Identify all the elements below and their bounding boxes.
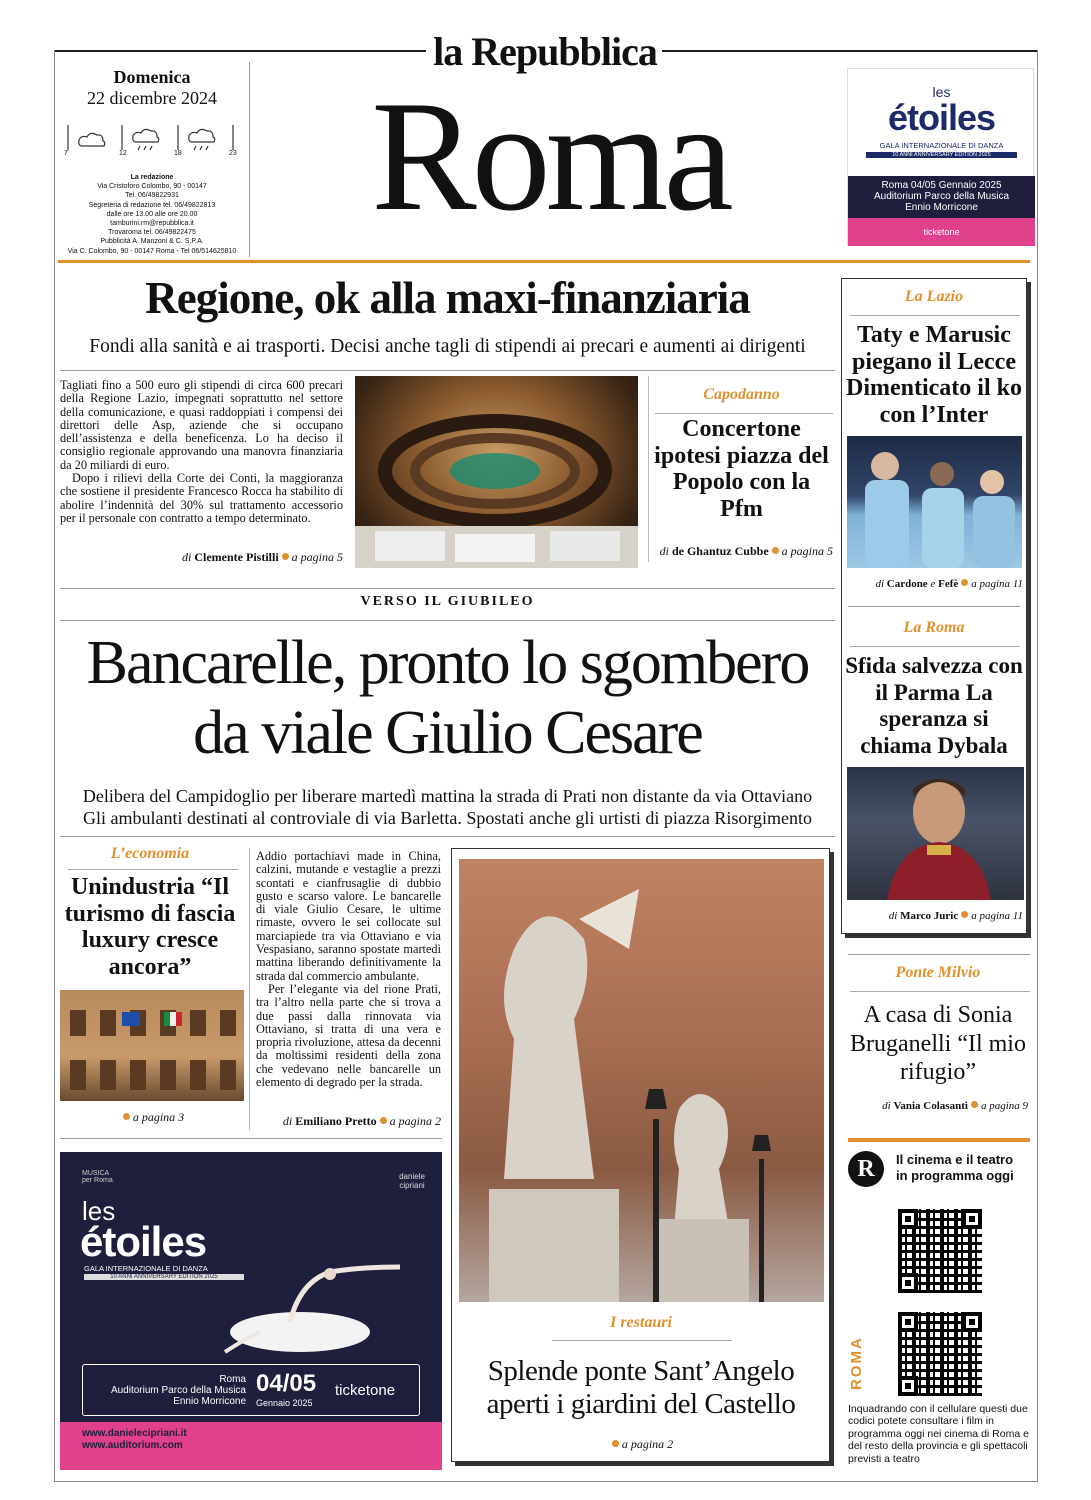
ad-top-title-small: les xyxy=(932,84,951,100)
redazione-line: Trovaroma tel. 06/49822475 xyxy=(108,229,196,237)
roma-byline xyxy=(843,910,1023,922)
council-chamber-image xyxy=(355,376,638,568)
roma-photo xyxy=(847,767,1024,900)
dateline-divider xyxy=(249,62,250,257)
qr-finder xyxy=(898,1312,918,1332)
bullet-icon xyxy=(961,911,968,918)
ad-bottom-sponsor: daniele cipriani xyxy=(399,1172,425,1190)
byline-prefix: di xyxy=(875,578,884,590)
ad-bottom-title-small: les xyxy=(82,1196,116,1226)
ad-bottom-city: Roma xyxy=(219,1374,246,1385)
ad-bottom-url1[interactable]: www.danielecipriani.it xyxy=(82,1428,187,1439)
capodanno-rule xyxy=(655,413,833,414)
ballerina-image xyxy=(220,1252,430,1362)
restauri-headline[interactable] xyxy=(455,1355,827,1421)
ad-bottom-logo: MUSICA per Roma xyxy=(82,1170,113,1184)
capodanno-divider xyxy=(648,376,649,562)
economia-kicker: L’economia xyxy=(110,845,190,862)
byline-author: Clemente Pistilli xyxy=(194,550,279,564)
palazzo-image xyxy=(60,990,244,1101)
lead-byline xyxy=(60,550,343,565)
ad-bottom-edition: 10 ANNI ANNIVERSARY EDITION 2025 xyxy=(84,1274,244,1280)
ad-bottom-date: 04/05 xyxy=(256,1370,317,1397)
page-border-left xyxy=(54,50,55,1482)
redazione-title: La redazione xyxy=(130,174,174,181)
cloud-rain-icon-2 xyxy=(189,129,215,142)
qr-code-cinema[interactable] xyxy=(898,1209,982,1293)
restauri-byline xyxy=(455,1437,827,1452)
main-headline-line1: Bancarelle, pronto lo sgombero xyxy=(86,629,809,697)
weather-hour-1: 7 xyxy=(64,150,68,157)
economia-divider xyxy=(249,848,250,1130)
economia-rule xyxy=(68,869,238,870)
masthead-rule-right xyxy=(662,50,1038,52)
ad-top-edition: 10 ANNI ANNIVERSARY EDITION 2025 xyxy=(866,152,1017,158)
main-deck-line1: Delibera del Campidoglio per liberare martedì mattina la strada di Prati non distante da via Ottaviano xyxy=(82,786,813,806)
ad-top-venue2: Ennio Morricone xyxy=(905,202,978,213)
ad-bottom-venue: Auditorium Parco della Musica xyxy=(110,1385,246,1396)
page-ref[interactable]: a pagina 3 xyxy=(132,1110,185,1124)
main-deck-line2: Gli ambulanti destinati al controviale di via Barletta. Spostati anche gli urtisti di piazza Risorgimento xyxy=(83,808,812,828)
redazione-line: Via Cristoforo Colombo, 90 - 00147 xyxy=(97,183,207,191)
weather-icons xyxy=(62,122,242,158)
brand-logo[interactable]: la Repubblica xyxy=(433,29,657,74)
bullet-icon xyxy=(961,579,968,586)
page-border-bottom xyxy=(54,1481,1038,1482)
weather-strip xyxy=(62,122,242,158)
restauri-photo xyxy=(459,859,824,1302)
byline-prefix: di xyxy=(882,1100,891,1112)
qr-finder xyxy=(898,1376,918,1396)
main-kicker: VERSO IL GIUBILEO xyxy=(360,594,535,609)
ad-bottom-venue2: Ennio Morricone xyxy=(173,1396,246,1407)
ad-top-date: Roma 04/05 Gennaio 2025 xyxy=(881,180,1002,191)
cinema-text: Inquadrando con il cellulare questi due codici potete consultare i film in programma oggi nei cinema di Roma e del resto della provincia e gli spettacoli previsti a teatro xyxy=(848,1403,1029,1465)
lazio-headline[interactable]: Taty e Marusic piegano il Lecce Dimenticato il ko con l’Inter xyxy=(846,322,1022,428)
ad-top[interactable] xyxy=(847,68,1034,246)
weather-hour-3: 18 xyxy=(174,150,182,157)
weather-hour-2: 12 xyxy=(119,150,127,157)
cinema-title xyxy=(896,1152,1014,1184)
roma-rule xyxy=(850,646,1020,647)
page-ref[interactable]: a pagina 2 xyxy=(389,1114,441,1128)
masthead-accent-rule xyxy=(58,260,1030,263)
lazio-players-image xyxy=(847,436,1022,568)
restauri-kicker: I restauri xyxy=(610,1314,672,1331)
dateline-day: Domenica xyxy=(113,67,191,87)
page-ref[interactable]: a pagina 11 xyxy=(971,578,1023,590)
qr-finder xyxy=(898,1209,918,1229)
bullet-icon xyxy=(282,553,289,560)
ad-top-subtitle: GALA INTERNAZIONALE DI DANZA xyxy=(879,141,1004,150)
ad-top-info xyxy=(848,176,1035,218)
bullet-icon xyxy=(380,1117,387,1124)
page-ref[interactable]: a pagina 5 xyxy=(781,544,833,558)
byline-prefix: di xyxy=(659,544,669,558)
lazio-photo xyxy=(847,436,1022,568)
redazione-line[interactable]: tamburini.rm@repubblica.it xyxy=(110,220,194,228)
milvio-headline[interactable]: A casa di Sonia Bruganelli “Il mio rifugio” xyxy=(850,1002,1026,1085)
byline-join: e xyxy=(930,578,936,590)
council-photo xyxy=(355,376,638,568)
capodanno-byline xyxy=(650,544,833,559)
repubblica-r-icon: R xyxy=(848,1151,884,1187)
main-body xyxy=(256,850,441,1089)
lead-rule xyxy=(60,370,835,371)
capodanno-headline[interactable]: Concertone ipotesi piazza del Popolo con la Pfm xyxy=(654,416,829,522)
bullet-icon xyxy=(971,1101,978,1108)
ad-bottom-rule xyxy=(60,1138,442,1139)
dateline-date: 22 dicembre 2024 xyxy=(87,88,217,108)
redazione-box xyxy=(62,173,242,256)
redazione-line: Via C. Colombo, 90 - 00147 Roma - Tel 06/514625810 xyxy=(67,247,237,255)
redazione-line: Segreteria di redazione tel. 06/49822813 xyxy=(88,201,216,209)
city-title: Roma xyxy=(371,69,729,244)
lead-body xyxy=(60,379,343,525)
page-ref[interactable]: a pagina 9 xyxy=(980,1100,1028,1112)
lazio-kicker: La Lazio xyxy=(904,288,964,305)
ad-bottom-url2[interactable]: www.auditorium.com xyxy=(82,1440,183,1451)
capodanno-kicker: Capodanno xyxy=(703,386,780,403)
cinema-title-line2: in programma oggi xyxy=(896,1168,1014,1183)
byline-author: de Ghantuz Cubbe xyxy=(671,544,769,558)
sports-divider xyxy=(848,606,1020,607)
main-byline xyxy=(250,1114,441,1129)
lazio-byline xyxy=(843,578,1023,590)
lead-paragraph: Dopo i rilievi della Corte dei Conti, la maggioranza che sostiene il presidente Francesco Rocca ha stabilito di abolire l’indennità del 30% sul trattamento accessorio per il personale con contratto a tempo determinato. xyxy=(60,471,343,525)
ad-bottom-venue-block xyxy=(86,1374,246,1407)
page-border-right xyxy=(1037,50,1038,1482)
main-paragraph: Addio portachiavi made in China, calzini, mutande e vestaglie a prezzi scontati e cianfrusaglie di dubbio gusto e scarso valore. Le bancarelle di viale Giulio Cesare, le ultime rimaste, ovvero le sei collocate sul marciapiede tra via Ottaviano e via Vespasiano, saranno spostate martedì mattina liberando definitivamente la strada dal commercio ambulante. xyxy=(256,849,441,983)
byline-author: Marco Juric xyxy=(900,910,959,922)
redazione-line: dalle ore 13.00 alle ore 20.00 xyxy=(106,210,198,218)
ad-top-title: étoiles xyxy=(887,97,996,138)
qr-finder xyxy=(962,1312,982,1332)
lazio-rule xyxy=(850,315,1020,316)
milvio-kicker: Ponte Milvio xyxy=(895,964,981,981)
main-deck xyxy=(60,785,835,829)
cinema-accent-rule xyxy=(848,1138,1030,1142)
bullet-icon xyxy=(772,547,779,554)
redazione-line: Pubblicità A. Manzoni & C. S.P.A. xyxy=(100,238,204,246)
ad-top-ticket[interactable]: ticketone xyxy=(848,218,1035,246)
ad-bottom-ticket[interactable]: ticketone xyxy=(335,1382,396,1399)
lead-paragraph: Tagliati fino a 500 euro gli stipendi di circa 600 precari della Regione Lazio, impegnati soprattutto nel settore della comunicazione, e quasi raddoppiati i compensi dei direttori delle Asp, aziende che si occupano dell’assistenza e della beneficenza. Lo ha deciso il consiglio regionale approvando una manovra finanziaria da 20 miliardi di euro. xyxy=(60,378,343,472)
page-ref[interactable]: a pagina 2 xyxy=(621,1437,674,1451)
main-paragraph: Per l’elegante via del rione Prati, tra l’altro nella parte che si trova a due passi dalla rinnovata via Ottaviano, si tratta di una vera e propria rivoluzione, attesa da decenni da moltissimi residenti della zona che vedevano nelle bancarelle un elemento di degrado per la strada. xyxy=(256,981,441,1090)
ad-bottom-urls xyxy=(82,1428,187,1452)
cinema-title-line1: Il cinema e il teatro xyxy=(896,1152,1014,1167)
lead-deck: Fondi alla sanità e ai trasporti. Decisi anche tagli di stipendi ai precari e aumenti ai dirigenti xyxy=(89,336,806,357)
byline-prefix: di xyxy=(182,550,192,564)
page-ref[interactable]: a pagina 11 xyxy=(971,910,1023,922)
byline-author: Cardone xyxy=(886,578,928,590)
roma-kicker: La Roma xyxy=(903,619,965,636)
page-ref[interactable]: a pagina 5 xyxy=(291,550,343,564)
masthead-rule-left xyxy=(54,50,426,52)
main-headline-line2: da viale Giulio Cesare xyxy=(193,699,702,767)
economia-headline[interactable]: Unindustria “Il turismo di fascia luxury cresce ancora” xyxy=(64,874,236,980)
ad-top-venue: Auditorium Parco della Musica xyxy=(873,191,1010,202)
qr-code-teatro[interactable] xyxy=(898,1312,982,1396)
restauri-headline-line1: Splende ponte Sant’Angelo xyxy=(487,1355,795,1387)
byline-prefix: di xyxy=(888,910,898,922)
bullet-icon xyxy=(123,1113,130,1120)
redazione-line: Tel. 06/49822931 xyxy=(125,192,179,200)
restauri-rule xyxy=(552,1340,732,1341)
ad-bottom-subtitle: GALA INTERNAZIONALE DI DANZA xyxy=(84,1264,208,1273)
milvio-rule xyxy=(850,991,1030,992)
ad-bottom[interactable] xyxy=(60,1152,442,1470)
restauri-headline-line2: aperti i giardini del Castello xyxy=(486,1388,796,1420)
cinema-vertical-label: ROMA xyxy=(848,1336,865,1390)
lead-headline[interactable]: Regione, ok alla maxi-finanziaria xyxy=(145,273,750,323)
main-top-rule xyxy=(60,588,835,589)
byline-author: Emiliano Pretto xyxy=(295,1114,377,1128)
bullet-icon xyxy=(612,1440,619,1447)
qr-finder xyxy=(962,1209,982,1229)
ad-bottom-date-small: Gennaio 2025 xyxy=(256,1398,313,1408)
dybala-image xyxy=(847,767,1024,900)
economia-photo xyxy=(60,990,244,1101)
ponte-sant-angelo-image xyxy=(459,859,824,1302)
cloud-icon xyxy=(79,133,105,146)
main-headline[interactable] xyxy=(60,628,835,768)
byline-prefix: di xyxy=(282,1114,293,1128)
weather-hour-4: 23 xyxy=(229,150,237,157)
cloud-rain-icon xyxy=(133,129,159,142)
main-deck-rule xyxy=(60,836,835,837)
byline-author: Vania Colasanti xyxy=(893,1100,968,1112)
economia-byline xyxy=(60,1110,244,1125)
main-kicker-rule xyxy=(60,620,835,621)
byline-author: Fefè xyxy=(938,578,959,590)
ad-bottom-title: étoiles xyxy=(80,1218,207,1265)
milvio-top-rule xyxy=(848,954,1030,955)
milvio-byline xyxy=(843,1100,1028,1112)
qr-finder xyxy=(898,1273,918,1293)
roma-headline[interactable]: Sfida salvezza con il Parma La speranza si chiama Dybala xyxy=(845,653,1023,758)
